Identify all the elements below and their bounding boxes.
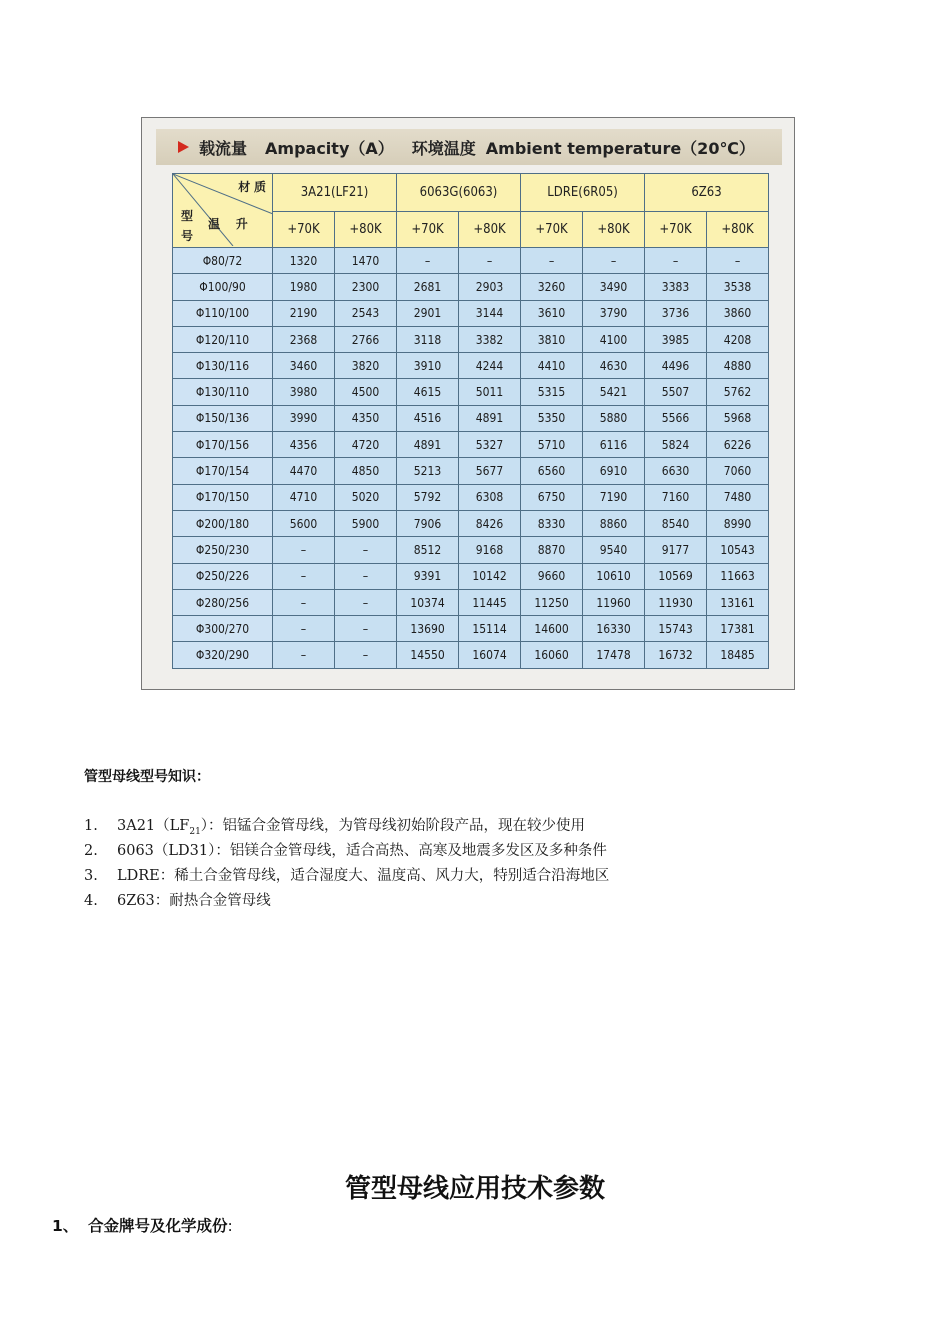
- ampacity-value-cell: 7906: [397, 510, 459, 536]
- model-cell: Φ130/110: [173, 379, 273, 405]
- knowledge-heading: 管型母线型号知识：: [84, 769, 210, 785]
- ampacity-value-cell: 4891: [459, 405, 521, 431]
- ampacity-value-cell: –: [335, 642, 397, 668]
- ampacity-value-cell: 11250: [521, 589, 583, 615]
- table-row: [173, 458, 769, 484]
- list-item-number: 1.: [84, 818, 98, 834]
- table-row: [173, 616, 769, 642]
- model-cell: Φ150/136: [173, 405, 273, 431]
- ampacity-value-cell: –: [273, 563, 335, 589]
- model-cell: Φ100/90: [173, 274, 273, 300]
- ampacity-value-cell: 6116: [583, 432, 645, 458]
- table-row: [173, 248, 769, 274]
- ampacity-value-cell: 3610: [521, 300, 583, 326]
- ampacity-value-cell: 14600: [521, 616, 583, 642]
- table-row: [173, 379, 769, 405]
- ampacity-value-cell: 5020: [335, 484, 397, 510]
- ampacity-value-cell: 3538: [707, 274, 769, 300]
- ampacity-value-cell: 7060: [707, 458, 769, 484]
- list-item-number: 3.: [84, 868, 98, 884]
- list-item-number: 4.: [84, 893, 98, 909]
- ampacity-value-cell: 3118: [397, 326, 459, 352]
- table-row: [173, 537, 769, 563]
- ampacity-value-cell: –: [273, 589, 335, 615]
- list-item-subscript: 21: [189, 826, 201, 837]
- ampacity-value-cell: 5710: [521, 432, 583, 458]
- title-temp-cn: 环境温度: [411, 138, 476, 158]
- list-item: [84, 840, 609, 865]
- ampacity-value-cell: 14550: [397, 642, 459, 668]
- ampacity-value-cell: 2543: [335, 300, 397, 326]
- ampacity-value-cell: 9391: [397, 563, 459, 589]
- ampacity-value-cell: 6226: [707, 432, 769, 458]
- ampacity-value-cell: –: [583, 248, 645, 274]
- ampacity-value-cell: 3990: [273, 405, 335, 431]
- ampacity-value-cell: 4516: [397, 405, 459, 431]
- temp-rise-header: +70K: [645, 212, 707, 248]
- subheading-number: 1、: [52, 1217, 79, 1235]
- table-row: [173, 642, 769, 668]
- table-corner-header: [173, 174, 273, 248]
- ampacity-value-cell: 3736: [645, 300, 707, 326]
- ampacity-value-cell: 16074: [459, 642, 521, 668]
- ampacity-value-cell: 9660: [521, 563, 583, 589]
- ampacity-value-cell: 10610: [583, 563, 645, 589]
- ampacity-value-cell: 10142: [459, 563, 521, 589]
- temp-rise-header: +80K: [707, 212, 769, 248]
- model-cell: Φ200/180: [173, 510, 273, 536]
- ampacity-value-cell: –: [335, 537, 397, 563]
- ampacity-value-cell: –: [707, 248, 769, 274]
- ampacity-value-cell: 5421: [583, 379, 645, 405]
- temp-rise-header: +70K: [397, 212, 459, 248]
- alloy-subheading: [52, 1214, 233, 1236]
- temp-rise-header: +80K: [583, 212, 645, 248]
- ampacity-value-cell: 2368: [273, 326, 335, 352]
- ampacity-value-cell: 1980: [273, 274, 335, 300]
- material-header: 3A21(LF21): [273, 174, 397, 212]
- model-cell: Φ170/154: [173, 458, 273, 484]
- ampacity-value-cell: 5600: [273, 510, 335, 536]
- ampacity-value-cell: 11663: [707, 563, 769, 589]
- temp-rise-header: +70K: [273, 212, 335, 248]
- ampacity-value-cell: 5900: [335, 510, 397, 536]
- document-title: 管型母线应用技术参数: [344, 1174, 605, 1204]
- ampacity-value-cell: 11960: [583, 589, 645, 615]
- ampacity-value-cell: 8990: [707, 510, 769, 536]
- ampacity-value-cell: 3144: [459, 300, 521, 326]
- ampacity-value-cell: 3460: [273, 353, 335, 379]
- model-cell: Φ280/256: [173, 589, 273, 615]
- table-row: [173, 300, 769, 326]
- ampacity-value-cell: 10543: [707, 537, 769, 563]
- ampacity-value-cell: 5011: [459, 379, 521, 405]
- ampacity-value-cell: 10374: [397, 589, 459, 615]
- material-header: 6063G(6063): [397, 174, 521, 212]
- model-cell: Φ170/156: [173, 432, 273, 458]
- ampacity-value-cell: –: [273, 537, 335, 563]
- ampacity-value-cell: 2901: [397, 300, 459, 326]
- table-row: [173, 353, 769, 379]
- ampacity-value-cell: 3820: [335, 353, 397, 379]
- ampacity-value-cell: –: [459, 248, 521, 274]
- ampacity-value-cell: 4500: [335, 379, 397, 405]
- ampacity-value-cell: –: [645, 248, 707, 274]
- ampacity-value-cell: 16060: [521, 642, 583, 668]
- temp-rise-header: +70K: [521, 212, 583, 248]
- ampacity-value-cell: 4496: [645, 353, 707, 379]
- table-row: [173, 326, 769, 352]
- model-cell: Φ250/226: [173, 563, 273, 589]
- ampacity-value-cell: 5762: [707, 379, 769, 405]
- ampacity-value-cell: 1470: [335, 248, 397, 274]
- model-cell: Φ120/110: [173, 326, 273, 352]
- ampacity-table: [172, 173, 769, 669]
- list-item-text: [117, 815, 585, 840]
- ampacity-value-cell: 9540: [583, 537, 645, 563]
- table-row: [173, 589, 769, 615]
- corner-label-material: 材 质: [238, 180, 266, 194]
- ampacity-value-cell: 4850: [335, 458, 397, 484]
- ampacity-value-cell: 15114: [459, 616, 521, 642]
- ampacity-value-cell: 7480: [707, 484, 769, 510]
- ampacity-value-cell: 5677: [459, 458, 521, 484]
- list-item: [84, 865, 609, 890]
- ampacity-value-cell: 4410: [521, 353, 583, 379]
- table-row: [173, 510, 769, 536]
- temp-rise-header: +80K: [335, 212, 397, 248]
- ampacity-value-cell: 17478: [583, 642, 645, 668]
- ampacity-value-cell: 3985: [645, 326, 707, 352]
- ampacity-figure: [141, 117, 795, 690]
- ampacity-table-body: [173, 248, 769, 669]
- ampacity-value-cell: 8330: [521, 510, 583, 536]
- subheading-colon: :: [227, 1217, 233, 1235]
- ampacity-value-cell: 2681: [397, 274, 459, 300]
- ampacity-value-cell: 18485: [707, 642, 769, 668]
- ampacity-value-cell: –: [335, 616, 397, 642]
- ampacity-value-cell: 3860: [707, 300, 769, 326]
- ampacity-value-cell: 10569: [645, 563, 707, 589]
- ampacity-value-cell: 8540: [645, 510, 707, 536]
- ampacity-value-cell: 9168: [459, 537, 521, 563]
- ampacity-value-cell: 3910: [397, 353, 459, 379]
- ampacity-value-cell: –: [397, 248, 459, 274]
- ampacity-value-cell: 9177: [645, 537, 707, 563]
- ampacity-value-cell: 6910: [583, 458, 645, 484]
- ampacity-value-cell: 4891: [397, 432, 459, 458]
- ampacity-value-cell: –: [335, 563, 397, 589]
- play-arrow-icon: [178, 141, 189, 153]
- ampacity-value-cell: 13161: [707, 589, 769, 615]
- ampacity-value-cell: 3790: [583, 300, 645, 326]
- material-header: LDRE(6R05): [521, 174, 645, 212]
- ampacity-value-cell: 15743: [645, 616, 707, 642]
- ampacity-value-cell: 3980: [273, 379, 335, 405]
- ampacity-value-cell: 11930: [645, 589, 707, 615]
- ampacity-value-cell: 6308: [459, 484, 521, 510]
- ampacity-value-cell: 4208: [707, 326, 769, 352]
- temp-rise-header: +80K: [459, 212, 521, 248]
- ampacity-value-cell: 13690: [397, 616, 459, 642]
- knowledge-list: [84, 815, 609, 915]
- ampacity-value-cell: 8426: [459, 510, 521, 536]
- table-row: [173, 563, 769, 589]
- ampacity-value-cell: 17381: [707, 616, 769, 642]
- figure-title-bar: [156, 129, 782, 165]
- ampacity-value-cell: 8512: [397, 537, 459, 563]
- ampacity-value-cell: 5327: [459, 432, 521, 458]
- ampacity-value-cell: 4470: [273, 458, 335, 484]
- title-temp-en: Ambient temperature（20℃）: [485, 138, 755, 158]
- ampacity-value-cell: 16732: [645, 642, 707, 668]
- model-cell: Φ110/100: [173, 300, 273, 326]
- ampacity-value-cell: 16330: [583, 616, 645, 642]
- list-item-text: 6063（LD31）：铝镁合金管母线，适合高热、高寒及地震多发区及多种条件: [117, 843, 607, 859]
- ampacity-value-cell: –: [273, 616, 335, 642]
- ampacity-value-cell: 5507: [645, 379, 707, 405]
- ampacity-value-cell: 8870: [521, 537, 583, 563]
- ampacity-value-cell: 4356: [273, 432, 335, 458]
- ampacity-value-cell: 5566: [645, 405, 707, 431]
- ampacity-value-cell: 8860: [583, 510, 645, 536]
- list-item-text-tail: ）：铝锰合金管母线，为管母线初始阶段产品，现在较少使用: [200, 818, 586, 834]
- model-cell: Φ80/72: [173, 248, 273, 274]
- list-item-text: LDRE：稀土合金管母线，适合湿度大、温度高、风力大，特别适合沿海地区: [117, 868, 610, 884]
- ampacity-value-cell: 5968: [707, 405, 769, 431]
- ampacity-value-cell: –: [335, 589, 397, 615]
- model-cell: Φ300/270: [173, 616, 273, 642]
- ampacity-value-cell: 1320: [273, 248, 335, 274]
- list-item: [84, 890, 609, 915]
- ampacity-value-cell: 2190: [273, 300, 335, 326]
- ampacity-value-cell: 6630: [645, 458, 707, 484]
- list-item-text: 6Z63：耐热合金管母线: [117, 893, 271, 909]
- table-row: [173, 405, 769, 431]
- ampacity-value-cell: 5792: [397, 484, 459, 510]
- ampacity-value-cell: 2300: [335, 274, 397, 300]
- ampacity-value-cell: 7160: [645, 484, 707, 510]
- list-item-number: 2.: [84, 843, 98, 859]
- model-cell: Φ130/116: [173, 353, 273, 379]
- ampacity-value-cell: 5315: [521, 379, 583, 405]
- model-cell: Φ250/230: [173, 537, 273, 563]
- ampacity-value-cell: –: [273, 642, 335, 668]
- ampacity-value-cell: –: [521, 248, 583, 274]
- corner-label-model: 型 号: [180, 209, 193, 243]
- ampacity-value-cell: 4710: [273, 484, 335, 510]
- table-row: [173, 274, 769, 300]
- ampacity-value-cell: 4880: [707, 353, 769, 379]
- ampacity-value-cell: 5213: [397, 458, 459, 484]
- ampacity-value-cell: 5350: [521, 405, 583, 431]
- ampacity-value-cell: 4350: [335, 405, 397, 431]
- title-ampacity-cn: 载流量: [199, 138, 248, 158]
- subheading-text: 合金牌号及化学成份: [88, 1217, 228, 1235]
- ampacity-value-cell: 4720: [335, 432, 397, 458]
- table-row: [173, 484, 769, 510]
- ampacity-value-cell: 4630: [583, 353, 645, 379]
- ampacity-value-cell: 5824: [645, 432, 707, 458]
- ampacity-value-cell: 7190: [583, 484, 645, 510]
- ampacity-value-cell: 3810: [521, 326, 583, 352]
- ampacity-value-cell: 11445: [459, 589, 521, 615]
- ampacity-value-cell: 4100: [583, 326, 645, 352]
- ampacity-value-cell: 5880: [583, 405, 645, 431]
- ampacity-value-cell: 2766: [335, 326, 397, 352]
- ampacity-value-cell: 2903: [459, 274, 521, 300]
- table-row: [173, 432, 769, 458]
- list-item: [84, 815, 609, 840]
- material-header: 6Z63: [645, 174, 769, 212]
- ampacity-value-cell: 3490: [583, 274, 645, 300]
- ampacity-value-cell: 4244: [459, 353, 521, 379]
- ampacity-value-cell: 3260: [521, 274, 583, 300]
- ampacity-value-cell: 6560: [521, 458, 583, 484]
- title-ampacity-en: Ampacity（A）: [265, 138, 394, 158]
- ampacity-value-cell: 3382: [459, 326, 521, 352]
- model-cell: Φ170/150: [173, 484, 273, 510]
- list-item-text-main: 3A21（LF: [117, 818, 190, 834]
- ampacity-value-cell: 6750: [521, 484, 583, 510]
- ampacity-value-cell: 4615: [397, 379, 459, 405]
- ampacity-value-cell: 3383: [645, 274, 707, 300]
- corner-label-temp: 温 升: [208, 217, 254, 231]
- model-cell: Φ320/290: [173, 642, 273, 668]
